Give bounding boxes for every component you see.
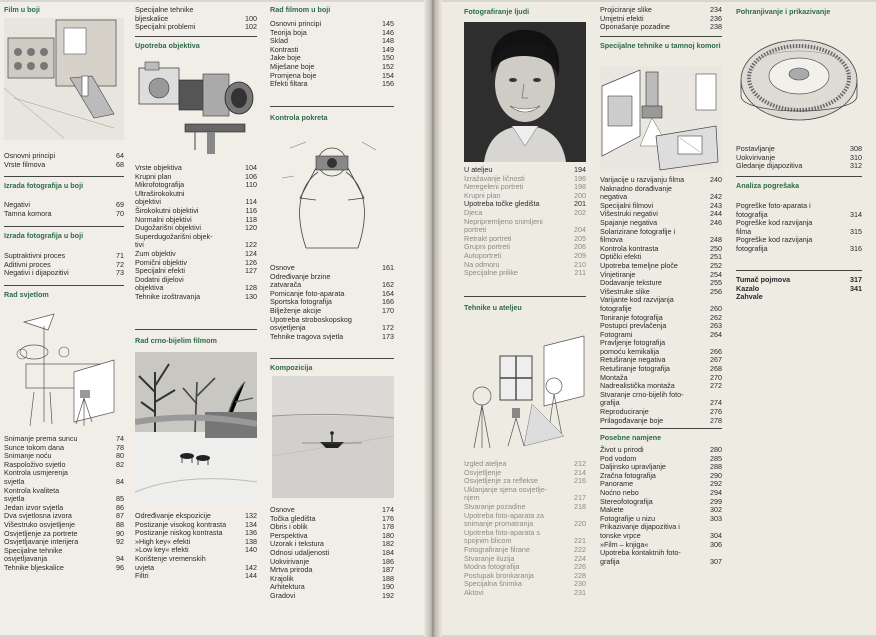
list-item[interactable]: Višestruko osvjetljenje 88 <box>4 519 124 529</box>
section-heading: Rad crno-bijelim filmom <box>135 336 217 345</box>
list-item[interactable]: Negativi i dijapozitivi 73 <box>4 268 124 278</box>
list-item[interactable]: Izražavanje ličnosti 196 <box>464 173 586 183</box>
section-heading: Rad svjetlom <box>4 290 49 299</box>
section-heading: Izrada fotografija u boji <box>4 181 84 190</box>
list-item[interactable]: Kazalo 341 <box>736 283 862 293</box>
list-item[interactable]: Stvaranje iluzija 224 <box>464 553 586 563</box>
list-izrada-1 <box>4 201 124 218</box>
list-item[interactable]: Postizanje niskog kontrasta 136 <box>135 528 257 538</box>
section-izrada-2 <box>4 232 124 244</box>
toc-column-2 <box>135 4 257 629</box>
section-heading: Analiza pogrešaka <box>736 181 800 190</box>
list-item[interactable]: Na odmoru 210 <box>464 259 586 269</box>
list-item[interactable]: snimanje promatranja 220 <box>464 519 586 529</box>
list-item[interactable]: Specijalni filmovi 243 <box>600 200 722 210</box>
list-item[interactable]: Osvjetljenje za reflekse 216 <box>464 476 586 486</box>
section-pohranjivanje <box>736 8 862 20</box>
list-item[interactable]: filmova 248 <box>600 235 722 245</box>
list-item[interactable]: fotografija 314 <box>736 209 862 219</box>
list-fotografiranje-ljudi <box>464 166 586 278</box>
list-item[interactable]: tonske vrpce 304 <box>600 530 722 540</box>
list-item[interactable]: Efekti filtara 156 <box>270 79 394 89</box>
list-item[interactable]: Postavljanje 308 <box>736 144 862 153</box>
list-item[interactable]: Tehnike bljeskalice 96 <box>4 562 124 572</box>
list-item[interactable]: Širokokutni objektivi 116 <box>135 205 257 215</box>
list-item[interactable]: Modna fotografija 226 <box>464 562 586 572</box>
divider <box>4 285 124 286</box>
list-item[interactable]: njem 217 <box>464 493 586 503</box>
list-item[interactable]: grafija 307 <box>600 556 722 566</box>
toc-column-3 <box>270 4 394 629</box>
list-item[interactable]: Montaža 270 <box>600 372 722 382</box>
list-item[interactable]: Jedan izvor svjetla 86 <box>4 502 124 512</box>
list-item[interactable]: fotografije 260 <box>600 303 722 313</box>
divider <box>270 106 394 107</box>
list-item[interactable]: Toniranje fotografija 262 <box>600 312 722 322</box>
list-item[interactable]: Aktovi 231 <box>464 587 586 597</box>
list-item[interactable]: Uklanjanje sjena osvjetlje- <box>464 484 548 494</box>
list-item[interactable]: Dugožarišni objektivi 120 <box>135 223 257 233</box>
list-item[interactable]: Pod vodom 285 <box>600 453 722 463</box>
list-upotreba-objektiva <box>135 164 257 302</box>
list-item[interactable]: Osvjetljavanje interijera 92 <box>4 537 124 547</box>
section-film-u-boji <box>4 6 124 18</box>
list-item[interactable]: Specijalne tehnike <box>4 545 63 555</box>
section-kompozicija <box>270 364 394 376</box>
section-heading: Posebne namjene <box>600 433 662 442</box>
list-item[interactable]: Upotreba stroboskopskog <box>270 314 352 324</box>
list-item[interactable]: Autoportreti 209 <box>464 250 586 260</box>
section-heading: Kontrola pokreta <box>270 113 328 122</box>
portrait-photo <box>464 22 586 162</box>
list-item[interactable]: Točka gledišta 176 <box>270 513 394 523</box>
list-item[interactable]: Pomicanje foto-aparata 164 <box>270 288 394 298</box>
list-item[interactable]: Projiciranje slike 234 <box>600 5 722 14</box>
list-item[interactable]: Postupci prevlačenja 263 <box>600 321 722 331</box>
divider <box>4 176 124 177</box>
list-item[interactable]: Tehnike tragova svjetla 173 <box>270 331 394 341</box>
toc-column-5 <box>600 4 722 629</box>
darkroom-equipment-illustration <box>4 18 124 140</box>
list-item[interactable]: portreti 204 <box>464 225 586 235</box>
list-item[interactable]: Tehnike izoštravanja 130 <box>135 291 257 301</box>
list-item[interactable]: Promjena boje 154 <box>270 70 394 80</box>
section-analiza-pogresaka <box>736 182 862 194</box>
list-item[interactable]: Specijalna šnimka 230 <box>464 579 586 589</box>
divider <box>135 329 257 330</box>
section-heading: Rad filmom u boji <box>270 5 331 14</box>
slide-carousel-illustration <box>736 20 862 138</box>
list-item[interactable]: Uokvirivanje 310 <box>736 152 862 162</box>
list-pohranjivanje <box>736 145 862 171</box>
list-item[interactable]: Izgled ateljea 212 <box>464 459 586 468</box>
list-item[interactable]: Snimanje prema suncu 74 <box>4 434 124 443</box>
list-item[interactable]: Umjetni efekti 236 <box>600 13 722 23</box>
list-item[interactable]: Postizanje visokog kontrasta 134 <box>135 519 257 529</box>
list-item[interactable]: Miješane boje 152 <box>270 61 394 71</box>
studio-setup-illustration <box>464 316 594 456</box>
toc-column-1 <box>4 4 124 629</box>
list-item[interactable]: Pogreške foto-aparata i <box>736 201 811 210</box>
list-item[interactable]: Tamna komora 70 <box>4 208 124 218</box>
list-item[interactable]: negativa 242 <box>600 192 722 202</box>
snowy-landscape-photo <box>135 352 257 504</box>
list-item[interactable]: Pogreške kod razvijanja <box>736 218 813 228</box>
list-item[interactable]: Spajanje negativa 246 <box>600 217 722 227</box>
section-heading: Upotreba objektiva <box>135 41 200 50</box>
list-item[interactable]: Prikazivanje dijapozitiva i <box>600 522 680 532</box>
list-item[interactable]: Specijalne tehnike <box>135 5 194 14</box>
section-heading: Kompozicija <box>270 363 313 372</box>
list-item[interactable]: Kontrasti 149 <box>270 44 394 54</box>
list-item[interactable]: Daljinsko upravljanje 288 <box>600 462 722 472</box>
list-item[interactable]: Korištenje vremenskih <box>135 553 206 563</box>
list-item[interactable]: objektivi 114 <box>135 197 257 207</box>
list-rad-filmom <box>270 20 394 89</box>
list-item[interactable]: Upotreba kontaktnih foto- <box>600 548 681 558</box>
list-posebne-namjene <box>600 446 722 566</box>
list-item[interactable]: Dodatni dijelovi <box>135 274 184 284</box>
list-item[interactable]: U ateljeu 194 <box>464 165 586 174</box>
list-item[interactable]: Obris i oblik 178 <box>270 522 394 532</box>
lake-boat-photo <box>272 376 394 498</box>
section-crno-bijeli <box>135 337 257 349</box>
list-item[interactable]: Filtri 144 <box>135 571 257 581</box>
darkroom-enlarger-illustration <box>600 66 722 172</box>
list-item[interactable]: Određivanje brzine <box>270 271 331 281</box>
section-heading: Film u boji <box>4 5 40 14</box>
section-kontrola-pokreta <box>270 114 394 126</box>
list-item[interactable]: Upotreba temeljne ploče 252 <box>600 260 722 270</box>
list-item[interactable]: Superdugožarišni objek- <box>135 231 213 241</box>
list-item[interactable]: Arhitektura 190 <box>270 582 394 592</box>
section-rad-svjetlom <box>4 291 124 303</box>
section-heading: Pohranjivanje i prikazivanje <box>736 7 831 16</box>
list-item[interactable]: Osnove 174 <box>270 505 394 514</box>
list-item[interactable]: Panorame 292 <box>600 479 722 489</box>
list-item[interactable]: svjetla 85 <box>4 494 124 504</box>
list-item[interactable]: objektiva 128 <box>135 283 257 293</box>
list-item[interactable]: Makete 302 <box>600 505 722 515</box>
list-item[interactable]: Grupni portreti 206 <box>464 242 586 252</box>
divider <box>464 296 586 297</box>
list-item[interactable]: Osnove 161 <box>270 263 394 272</box>
list-item[interactable]: Postupak bronkaranja 228 <box>464 570 586 580</box>
divider <box>736 270 862 271</box>
list-item[interactable]: Dva svjetlosna izvora 87 <box>4 511 124 521</box>
list-item[interactable]: Osnovni principi 64 <box>4 151 124 160</box>
list-item[interactable]: Solarizirane fotografije i <box>600 226 676 236</box>
list-item[interactable]: Uokvirivanje 186 <box>270 556 394 566</box>
list-item[interactable]: Specijalni problemi 102 <box>135 22 257 32</box>
section-rad-filmom <box>270 6 394 18</box>
list-item[interactable]: »High key« efekti 138 <box>135 536 257 546</box>
list-item[interactable]: Uzorak i tekstura 182 <box>270 539 394 549</box>
list-item[interactable]: osvjetljavanja 94 <box>4 554 124 564</box>
list-item[interactable]: Fotografiranje filrane 222 <box>464 544 586 554</box>
list-item[interactable]: spojnim blicom 221 <box>464 536 586 546</box>
list-item[interactable]: Retuširanje fotografija 268 <box>600 364 722 374</box>
list-item[interactable]: Mikrofotografija 110 <box>135 180 257 190</box>
list-crno-bijeli <box>135 512 257 581</box>
list-item[interactable]: Pogreške kod razvijanja <box>736 235 813 245</box>
list-item[interactable]: Vrste filmova 68 <box>4 159 124 169</box>
list-item[interactable]: Bilježenje akcije 170 <box>270 305 394 315</box>
divider <box>736 176 862 177</box>
list-item[interactable]: Kontrola usmjerenja <box>4 468 68 478</box>
list-item[interactable]: Nepripremljeno snimljeni <box>464 216 543 226</box>
section-upotreba-objektiva <box>135 42 257 54</box>
section-tamna-komora <box>600 42 722 54</box>
list-tamna-komora <box>600 176 722 425</box>
list-item[interactable]: Gledanje dijapozitiva 312 <box>736 161 862 171</box>
list-item[interactable]: Višestruki negativi 244 <box>600 209 722 219</box>
book-gutter <box>424 0 442 637</box>
list-item[interactable]: tivi 122 <box>135 240 257 250</box>
list-item[interactable]: bljeskalice 100 <box>135 13 257 23</box>
list-col2-top <box>135 6 257 32</box>
list-kontrola-pokreta <box>270 264 394 341</box>
studio-lighting-illustration <box>4 302 124 432</box>
list-item[interactable]: Upotreba točke gledišta 201 <box>464 199 586 209</box>
list-rad-svjetlom <box>4 435 124 573</box>
list-item[interactable]: Aditivni proces 72 <box>4 259 124 269</box>
list-item[interactable]: grafija 274 <box>600 398 722 408</box>
section-heading: Fotografiranje ljudi <box>464 7 530 16</box>
list-item[interactable]: Život u prirodi 280 <box>600 445 722 454</box>
list-item[interactable]: Tumač pojmova 317 <box>736 275 862 284</box>
list-item[interactable]: Pomični objektiv 126 <box>135 257 257 267</box>
list-item[interactable]: Sportska fotografija 166 <box>270 297 394 307</box>
list-item[interactable]: filma 315 <box>736 226 862 236</box>
section-heading: Tehnike u ateljeu <box>464 303 522 312</box>
list-item[interactable]: Varijante kod razvijanja <box>600 295 674 305</box>
list-kompozicija <box>270 506 394 601</box>
list-item[interactable]: Stvaranje pozadine 218 <box>464 501 586 511</box>
list-item[interactable]: Osvjetljenje za portrete 90 <box>4 528 124 538</box>
list-item[interactable]: osvjetljenja 172 <box>270 323 394 333</box>
list-item[interactable]: Osvjetljenje 214 <box>464 467 586 477</box>
list-item[interactable]: Oponašanje pozadine 238 <box>600 22 722 32</box>
list-item[interactable]: Upotreba foto-aparata za <box>464 510 544 520</box>
section-izrada-1 <box>4 182 124 194</box>
list-item[interactable]: Stereofotografija 299 <box>600 496 722 506</box>
list-item[interactable]: Određivanje ekspozicije 132 <box>135 511 257 520</box>
list-item[interactable]: Varijacije u razvijanju filma 240 <box>600 175 722 184</box>
list-item[interactable]: Djeca 202 <box>464 207 586 217</box>
list-item[interactable]: Sklad 148 <box>270 36 394 46</box>
list-col5-top <box>600 6 722 32</box>
list-item[interactable]: Noćno nebo 294 <box>600 487 722 497</box>
divider <box>600 428 722 429</box>
photographer-sketch-illustration <box>276 128 388 260</box>
list-item[interactable]: Negativi 69 <box>4 200 124 209</box>
list-item[interactable]: Raspoloživo svjetlo 82 <box>4 459 124 469</box>
list-item[interactable]: Upotreba foto-aparata s <box>464 527 540 537</box>
list-item[interactable]: Pravljenje fotografija <box>600 338 666 348</box>
list-item[interactable]: »Film – knjiga« 306 <box>600 539 722 549</box>
list-item[interactable]: Zum objektiv 124 <box>135 248 257 258</box>
list-item[interactable]: uvjeta 142 <box>135 562 257 572</box>
list-item[interactable]: Gradovi 192 <box>270 590 394 600</box>
list-item[interactable]: Dodavanje teksture 255 <box>600 278 722 288</box>
section-fotografiranje-ljudi <box>464 8 586 20</box>
toc-column-6 <box>736 4 862 629</box>
list-item[interactable]: Retrakt portreti 205 <box>464 233 586 243</box>
list-item[interactable]: Snimanje noću 80 <box>4 451 124 461</box>
list-tehnike-ateljeu <box>464 460 586 598</box>
section-heading: Izrada fotografija u boji <box>4 231 84 240</box>
list-item[interactable]: Mrtva priroda 187 <box>270 565 394 575</box>
list-item[interactable]: Naknadno dorađivanje <box>600 183 672 193</box>
toc-column-4 <box>464 4 586 629</box>
list-item[interactable]: Specijalne prilike 211 <box>464 268 586 278</box>
section-tehnike-ateljeu <box>464 304 586 316</box>
list-item[interactable]: Kontrola kvaliteta <box>4 485 60 495</box>
list-item[interactable]: Suptraktivni proces 71 <box>4 251 124 260</box>
list-item[interactable]: Neregeleni portreti 198 <box>464 182 586 192</box>
list-item[interactable]: Krupni plan 200 <box>464 190 586 200</box>
list-item[interactable]: Specijalni efekti 127 <box>135 266 257 276</box>
list-item[interactable]: Vrste objektiva 104 <box>135 163 257 172</box>
list-end-matter <box>736 276 862 302</box>
list-item[interactable]: Stvaranje crno-bijelih foto- <box>600 389 684 399</box>
divider <box>135 36 257 37</box>
list-item[interactable]: Ultraširokokutni <box>135 188 185 198</box>
list-film-u-boji <box>4 152 124 169</box>
list-item[interactable]: zatvarača 162 <box>270 280 394 290</box>
section-heading: Specijalne tehnike u tamnoj komori <box>600 41 721 50</box>
list-item[interactable]: Reproduciranje 276 <box>600 407 722 417</box>
list-item[interactable]: Višestruke slike 256 <box>600 286 722 296</box>
list-item[interactable]: Sunce tokom dana 78 <box>4 442 124 452</box>
list-item[interactable]: svjetla 84 <box>4 476 124 486</box>
list-item[interactable]: Kontrola kontrasta 250 <box>600 243 722 253</box>
list-item[interactable]: Krupni plan 106 <box>135 171 257 181</box>
divider <box>4 226 124 227</box>
list-item[interactable]: Odnosi udaljenosti 184 <box>270 547 394 557</box>
list-item[interactable]: Fotografije u nizu 303 <box>600 513 722 523</box>
list-item[interactable]: Osnovni principi 145 <box>270 19 394 28</box>
list-item[interactable]: Perspektiva 180 <box>270 530 394 540</box>
list-izrada-2 <box>4 252 124 278</box>
camera-lens-illustration <box>135 54 257 158</box>
list-item[interactable]: pomoću kemikalija 266 <box>600 346 722 356</box>
list-item[interactable]: Vinjetiranje 254 <box>600 269 722 279</box>
divider <box>600 36 722 37</box>
list-item[interactable]: Normalni objektivi 118 <box>135 214 257 224</box>
list-analiza-pogresaka <box>736 202 862 254</box>
list-item[interactable]: Zračna fotografija 290 <box>600 470 722 480</box>
section-posebne-namjene <box>600 434 722 446</box>
list-item[interactable]: Retuširanje negativa 267 <box>600 355 722 365</box>
list-item[interactable]: Prilagođavanje boje 278 <box>600 415 722 425</box>
list-item[interactable]: Optički efekti 251 <box>600 252 722 262</box>
list-item[interactable]: fotografija 316 <box>736 243 862 253</box>
list-item[interactable]: Fotogrami 264 <box>600 329 722 339</box>
list-item[interactable]: Zahvale <box>736 292 763 302</box>
list-item[interactable]: Krajolik 188 <box>270 573 394 583</box>
list-item[interactable]: »Low key« efekti 140 <box>135 545 257 555</box>
list-item[interactable]: Teorija boja 146 <box>270 27 394 37</box>
divider <box>270 358 394 359</box>
list-item[interactable]: Nadrealistička montaža 272 <box>600 381 722 391</box>
list-item[interactable]: Jake boje 150 <box>270 53 394 63</box>
